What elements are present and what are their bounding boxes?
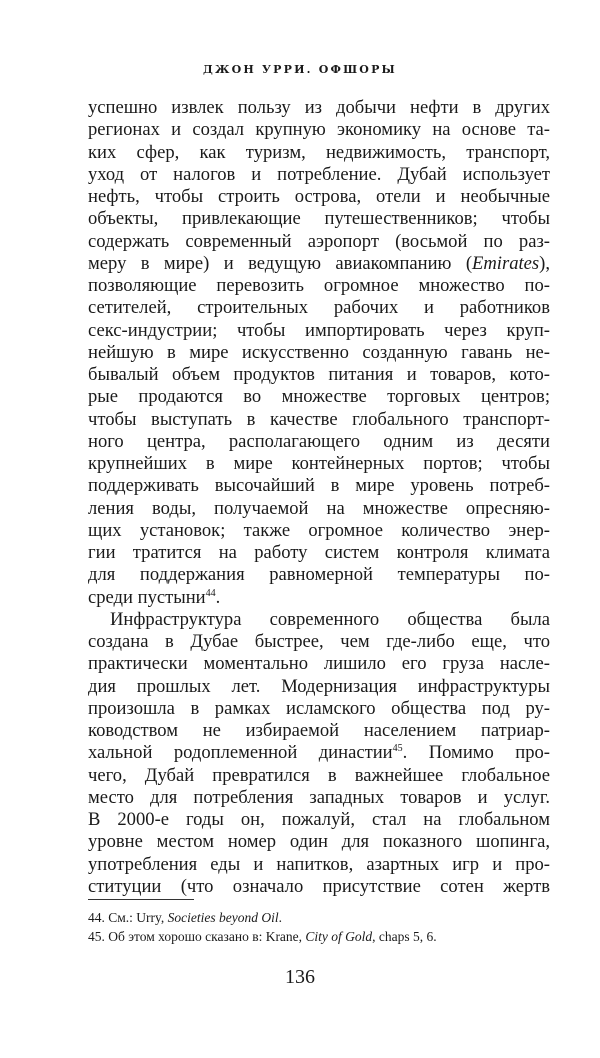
- text-line: ления воды, получаемой на множестве опресняю-: [88, 497, 550, 519]
- text-fragment: .: [215, 586, 221, 608]
- text-fragment: ),: [539, 252, 550, 274]
- text-line: нефть, чтобы строить острова, отели и необычные: [88, 186, 550, 207]
- footnote-number: 45.: [88, 929, 105, 944]
- paragraph-1: [88, 97, 550, 609]
- footnote-45: [88, 927, 550, 946]
- text-line: [88, 587, 550, 609]
- footnote-ref-44[interactable]: 44: [205, 587, 216, 599]
- text-fragment: среди пустыни: [88, 586, 206, 608]
- text-line: сетителей, строительных рабочих и работников: [88, 297, 550, 319]
- text-line: чтобы выступать в качестве глобального транспорт-: [88, 408, 550, 430]
- text-line: уровне местом номер один для показного шопинга,: [88, 831, 550, 853]
- text-line: успешно извлек пользу из добычи нефти в других: [88, 97, 550, 118]
- running-header: ДЖОН УРРИ. ОФШОРЫ: [203, 63, 397, 76]
- text-line: регионах и создал крупную экономику на основе та-: [88, 119, 550, 141]
- text-line: Инфраструктура современного общества была: [110, 608, 550, 630]
- text-line: нейшую в мире искусственно созданную гавань не-: [88, 341, 550, 363]
- text-line: место для потребления западных товаров и услуг.: [88, 786, 550, 808]
- text-line: [88, 742, 550, 764]
- text-line: дия прошлых лет. Модернизация инфраструктуры: [88, 675, 550, 697]
- text-line: ководством не избираемой населением патриар-: [88, 720, 550, 741]
- text-fragment: хальной родоплеменной династии: [88, 742, 393, 764]
- page-number: 136: [285, 966, 315, 988]
- paragraph-2: [88, 609, 550, 898]
- text-line: В 2000-е годы он, пожалуй, стал на глобальном: [88, 809, 550, 830]
- footnote-text: См.: Urry,: [108, 910, 168, 925]
- text-line: ного центра, располагающего одним из десяти: [88, 430, 550, 452]
- text-line: поддерживать высочайший в мире уровень потреб-: [88, 475, 550, 497]
- footnotes: [88, 908, 550, 946]
- text-line: создана в Дубае быстрее, чем где-либо еще, что: [88, 631, 550, 652]
- body-text: [88, 97, 550, 898]
- footnote-text: .: [278, 910, 283, 925]
- text-line: употребления еды и напитков, азартных игр и про-: [88, 853, 550, 875]
- text-line: произошла в рамках исламского общества под ру-: [88, 697, 550, 719]
- footnote-number: 44.: [88, 910, 105, 925]
- footnote-title: Societies beyond Oil: [167, 910, 279, 925]
- italic-term: Emirates: [472, 252, 540, 274]
- text-fragment: . Помимо про-: [402, 742, 550, 764]
- text-line: чего, Дубай превратился в важнейшее глобальное: [88, 764, 550, 786]
- text-line: позволяющие перевозить огромное множество по-: [88, 275, 550, 296]
- text-line: бывалый объем продуктов питания и товаров, кото-: [88, 364, 550, 385]
- text-line: практически моментально лишило его груза насле-: [88, 653, 550, 675]
- text-line: для поддержания равномерной температуры по-: [88, 564, 550, 586]
- text-line: секс-индустрии; чтобы импортировать через круп-: [88, 319, 550, 341]
- text-line: крупнейших в мире контейнерных портов; чтобы: [88, 453, 550, 474]
- footnote-title: City of Gold: [305, 929, 373, 944]
- text-line: щих установок; также огромное количество энер-: [88, 519, 550, 541]
- text-line: ституции (что означало присутствие сотен жертв: [88, 875, 550, 897]
- text-line: рые продаются во множестве торговых центров;: [88, 386, 550, 408]
- footnote-44: [88, 908, 550, 927]
- footnote-divider: [88, 899, 194, 900]
- text-line: объекты, привлекающие путешественников; чтобы: [88, 208, 550, 230]
- footnote-text: Об этом хорошо сказано в: Krane,: [108, 929, 306, 944]
- footnote-text: , chaps 5, 6.: [372, 929, 437, 944]
- text-line: уход от налогов и потребление. Дубай использует: [88, 163, 550, 185]
- text-line: ких сфер, как туризм, недвижимость, транспорт,: [88, 141, 550, 163]
- footnote-ref-45[interactable]: 45: [392, 743, 403, 755]
- text-fragment: меру в мире) и ведущую авиакомпанию (: [88, 252, 473, 274]
- text-line: содержать современный аэропорт (восьмой по раз-: [88, 230, 550, 252]
- text-line: [88, 253, 550, 275]
- text-line: гии тратится на работу систем контроля климата: [88, 542, 550, 563]
